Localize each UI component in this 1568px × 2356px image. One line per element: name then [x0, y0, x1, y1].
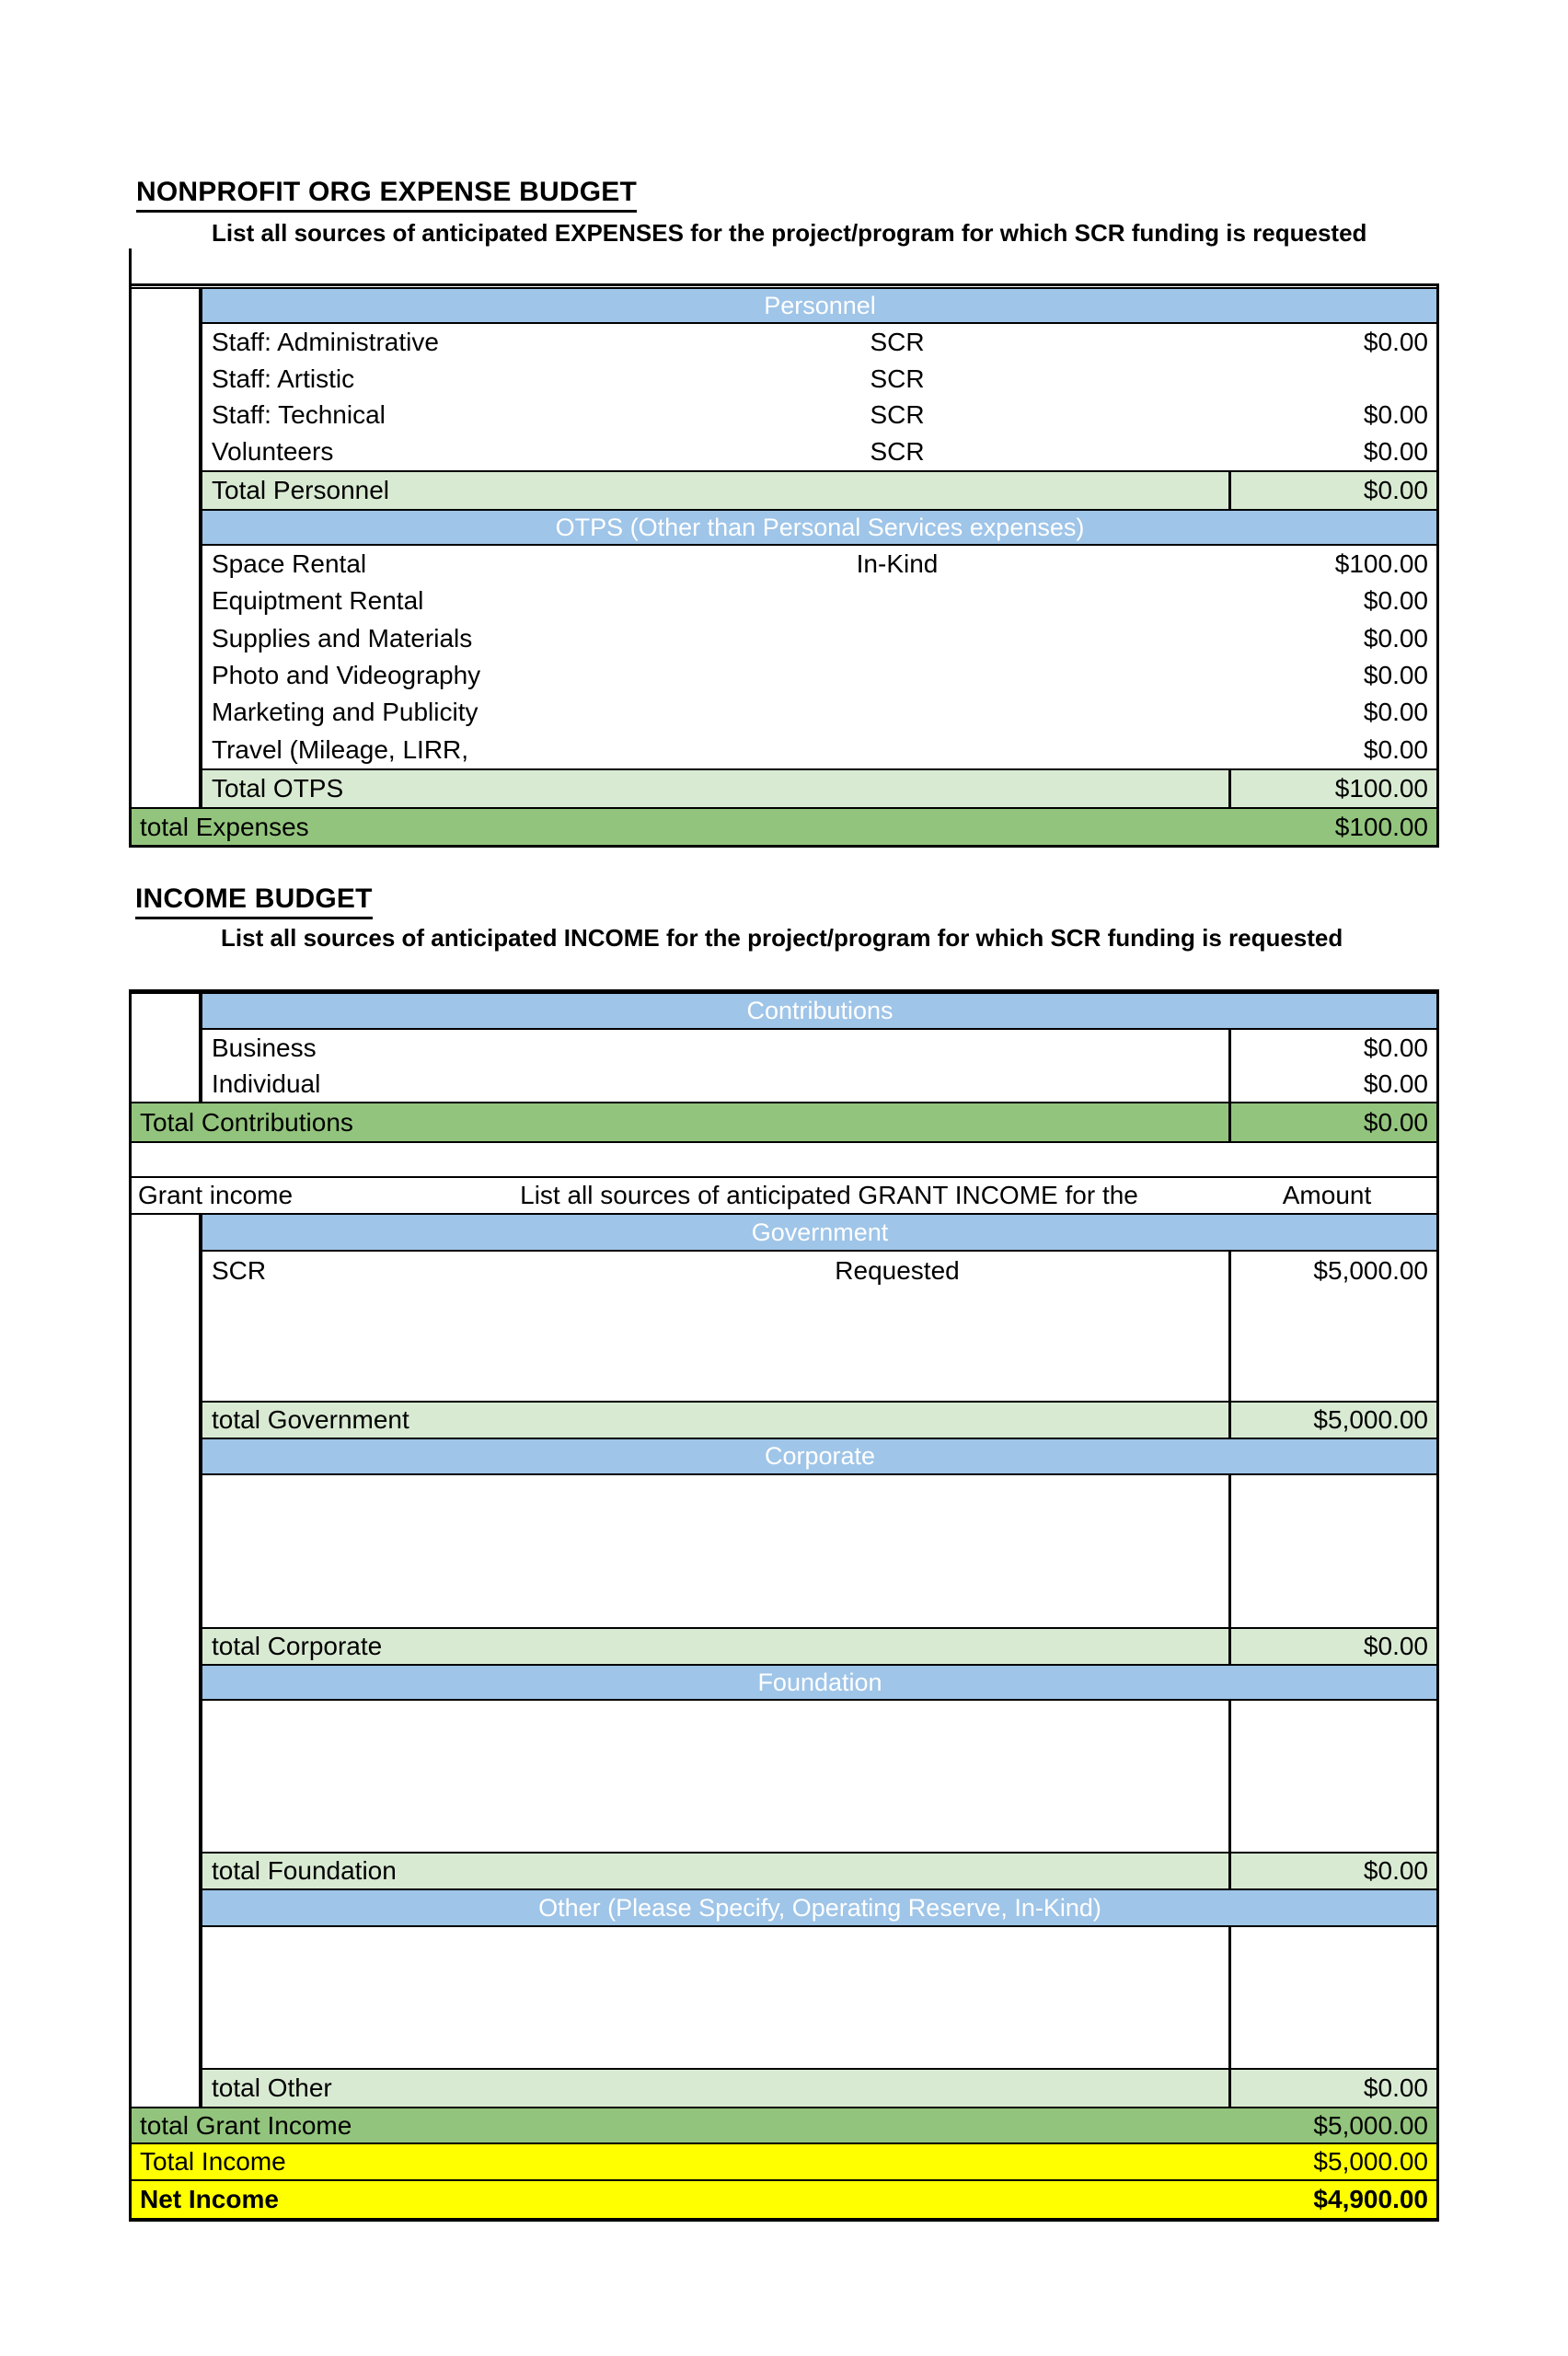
total-amount: $5,000.00 — [1313, 2147, 1428, 2176]
row-amount: $0.00 — [1363, 586, 1428, 616]
foundation-rows — [201, 1699, 1439, 1854]
row-amount — [1228, 1927, 1437, 2068]
row-amount — [1228, 1701, 1437, 1852]
row-label: Travel (Mileage, LIRR, — [212, 734, 469, 764]
row-label: Staff: Technical — [212, 400, 386, 430]
table-row — [202, 398, 1437, 434]
row-label: Photo and Videography — [212, 661, 481, 690]
government-rows — [201, 1250, 1439, 1403]
total-label: Total Contributions — [140, 1107, 353, 1137]
grant-income-instruction: List all sources of anticipated GRANT INCOME for the — [520, 1181, 1138, 1209]
otps-section-header — [201, 509, 1439, 546]
corporate-section-header — [201, 1438, 1439, 1475]
table-row — [202, 657, 1437, 694]
income-budget-title: INCOME BUDGET — [135, 884, 373, 919]
total-amount: $0.00 — [1228, 1629, 1437, 1664]
row-label: Business — [212, 1033, 317, 1062]
row-label: Marketing and Publicity — [212, 698, 478, 727]
row-label: Volunteers — [212, 437, 334, 467]
row-label: Space Rental — [212, 549, 367, 579]
left-column-border-segment — [129, 248, 132, 289]
total-amount: $4,900.00 — [1313, 2185, 1428, 2213]
total-label: total Expenses — [140, 813, 309, 841]
row-amount: $0.00 — [1363, 400, 1428, 430]
row-source: In-Kind — [856, 549, 939, 579]
total-label: Total Income — [140, 2147, 286, 2176]
foundation-section-header — [201, 1664, 1439, 1701]
total-label: Net Income — [140, 2185, 279, 2213]
row-amount — [1228, 1475, 1437, 1627]
other-section-header — [201, 1888, 1439, 1927]
total-other-row — [201, 2068, 1439, 2108]
total-amount: $0.00 — [1228, 2070, 1437, 2107]
total-income-row — [129, 2142, 1439, 2181]
spacer-row — [129, 1141, 1439, 1178]
total-amount: $5,000.00 — [1313, 2110, 1428, 2140]
row-amount: $0.00 — [1363, 661, 1428, 690]
row-amount: $0.00 — [1228, 1030, 1437, 1066]
otps-header-label: OTPS (Other than Personal Services expenses) — [555, 513, 1085, 541]
table-row — [202, 361, 1437, 398]
total-grant-income-row — [129, 2107, 1439, 2144]
table-row — [202, 1252, 1228, 1290]
contributions-rows — [201, 1028, 1439, 1103]
total-amount: $0.00 — [1228, 1854, 1437, 1888]
row-amount: $0.00 — [1363, 734, 1428, 764]
expense-narrow-column — [129, 287, 201, 809]
otps-rows — [201, 544, 1439, 770]
total-label: total Foundation — [212, 1856, 397, 1885]
table-row — [202, 1030, 1437, 1066]
expense-budget-subtitle: List all sources of anticipated EXPENSES for the project/program for which SCR funding is requested — [212, 219, 1367, 247]
table-row — [202, 1066, 1437, 1102]
government-section-header — [201, 1213, 1439, 1252]
table-row — [202, 583, 1437, 619]
other-header-label: Other (Please Specify, Operating Reserve, In-Kind) — [538, 1893, 1101, 1922]
total-label: total Corporate — [212, 1632, 383, 1660]
foundation-header-label: Foundation — [757, 1668, 882, 1696]
total-amount: $0.00 — [1228, 1103, 1437, 1141]
personnel-header-label: Personnel — [764, 291, 876, 319]
total-amount: $100.00 — [1228, 770, 1437, 807]
total-amount: $100.00 — [1334, 813, 1428, 841]
row-label: Staff: Administrative — [212, 327, 439, 356]
table-row — [202, 433, 1437, 470]
corporate-rows — [201, 1473, 1439, 1629]
row-source: SCR — [870, 364, 925, 393]
table-row — [202, 620, 1437, 657]
contributions-section-header — [201, 992, 1439, 1030]
corporate-header-label: Corporate — [764, 1442, 876, 1470]
total-government-row — [201, 1401, 1439, 1439]
row-source: Requested — [835, 1256, 960, 1285]
total-foundation-row — [201, 1852, 1439, 1890]
table-row — [202, 694, 1437, 731]
row-amount: $100.00 — [1334, 549, 1428, 579]
row-label: Supplies and Materials — [212, 623, 473, 653]
row-source: SCR — [870, 400, 925, 430]
row-amount: $0.00 — [1363, 437, 1428, 467]
income-budget-subtitle: List all sources of anticipated INCOME for the project/program for which SCR funding is requested — [221, 924, 1343, 952]
net-income-row — [129, 2179, 1439, 2220]
row-amount: $5,000.00 — [1228, 1252, 1437, 1401]
total-otps-row — [201, 768, 1439, 809]
row-label: Equiptment Rental — [212, 586, 424, 616]
row-label: Staff: Artistic — [212, 364, 355, 393]
amount-column-header: Amount — [1282, 1181, 1372, 1209]
row-label: Individual — [212, 1068, 321, 1098]
row-amount: $0.00 — [1228, 1066, 1437, 1102]
total-label: total Other — [212, 2073, 332, 2102]
total-label: total Grant Income — [140, 2110, 352, 2140]
table-row — [202, 732, 1437, 768]
row-amount: $0.00 — [1363, 698, 1428, 727]
total-label: total Government — [212, 1405, 409, 1434]
grant-income-header-row — [129, 1176, 1439, 1215]
row-source: SCR — [870, 327, 925, 356]
personnel-section-header — [201, 287, 1439, 324]
total-label: Total OTPS — [212, 774, 344, 803]
row-source: SCR — [870, 437, 925, 467]
grant-income-label: Grant income — [138, 1181, 294, 1209]
contributions-header-label: Contributions — [746, 997, 894, 1024]
total-label: Total Personnel — [212, 476, 390, 504]
grant-narrow-column — [129, 1213, 201, 2108]
total-contributions-row — [129, 1102, 1439, 1143]
table-row — [202, 546, 1437, 583]
total-amount: $5,000.00 — [1228, 1403, 1437, 1438]
table-row — [202, 324, 1437, 361]
total-amount: $0.00 — [1228, 472, 1437, 509]
row-amount: $0.00 — [1363, 327, 1428, 356]
total-expenses-row — [129, 807, 1439, 848]
government-header-label: Government — [751, 1218, 889, 1246]
row-label: SCR — [212, 1256, 267, 1285]
expense-budget-title: NONPROFIT ORG EXPENSE BUDGET — [136, 177, 637, 213]
contributions-narrow-column — [129, 992, 201, 1103]
personnel-rows — [201, 322, 1439, 472]
total-personnel-row — [201, 470, 1439, 511]
total-corporate-row — [201, 1627, 1439, 1666]
other-rows — [201, 1925, 1439, 2070]
row-amount: $0.00 — [1363, 623, 1428, 653]
